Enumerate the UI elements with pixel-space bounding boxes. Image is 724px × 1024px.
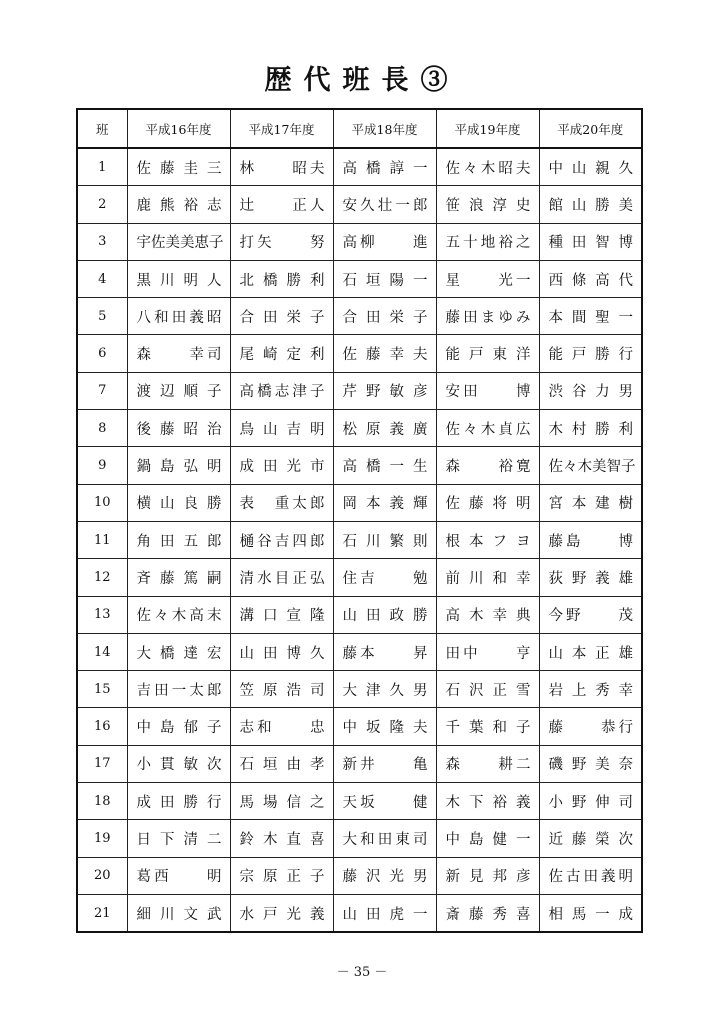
han-number-cell: 5 (77, 298, 127, 335)
leader-h18-cell: 藤沢光男 (333, 857, 436, 894)
leader-h20-cell: 今野 茂 (539, 596, 642, 633)
leader-h16-cell: 日下清二 (127, 820, 230, 857)
leader-h17-cell: 林 昭夫 (230, 148, 333, 186)
header-han: 班 (77, 109, 127, 148)
table-row (77, 260, 642, 297)
leader-h17-cell: 鈴木直喜 (230, 820, 333, 857)
leader-h18-cell: 高橋一生 (333, 447, 436, 484)
table-row (77, 596, 642, 633)
table-row (77, 148, 642, 186)
leader-h17-cell: 高橋志津子 (230, 372, 333, 409)
page-number: － 35 － (336, 965, 388, 980)
leader-h17-cell: 清水目正弘 (230, 559, 333, 596)
han-number-cell: 16 (77, 708, 127, 745)
leader-h19-cell: 佐々木貞広 (436, 410, 539, 447)
leader-h17-cell: 水戸光義 (230, 894, 333, 932)
leader-h20-cell: 本間聖一 (539, 298, 642, 335)
leader-h17-cell: 宗原正子 (230, 857, 333, 894)
leader-h16-cell: 横山良勝 (127, 484, 230, 521)
table-row (77, 186, 642, 223)
leader-h17-cell: 馬場信之 (230, 783, 333, 820)
leader-h16-cell: 後藤昭治 (127, 410, 230, 447)
han-number-cell: 20 (77, 857, 127, 894)
header-year-h17: 平成17年度 (230, 109, 333, 148)
table-row (77, 820, 642, 857)
leader-h18-cell: 山田政勝 (333, 596, 436, 633)
leader-h17-cell: 北橋勝利 (230, 260, 333, 297)
leader-h19-cell: 斎藤秀喜 (436, 894, 539, 932)
leader-h17-cell: 石垣由孝 (230, 745, 333, 782)
leader-h18-cell: 大津久男 (333, 671, 436, 708)
table-row (77, 521, 642, 558)
leader-h17-cell: 樋谷吉四郎 (230, 521, 333, 558)
leader-h19-cell: 安田 博 (436, 372, 539, 409)
table-row (77, 223, 642, 260)
leader-h17-cell: 溝口宣隆 (230, 596, 333, 633)
table-row (77, 559, 642, 596)
table-row (77, 335, 642, 372)
leader-h18-cell: 藤本 昇 (333, 633, 436, 670)
leader-h19-cell: 五十地裕之 (436, 223, 539, 260)
table-row (77, 447, 642, 484)
leader-h17-cell: 志和 忠 (230, 708, 333, 745)
leader-h20-cell: 相馬一成 (539, 894, 642, 932)
leader-h16-cell: 佐藤圭三 (127, 148, 230, 186)
leader-h18-cell: 高柳 進 (333, 223, 436, 260)
table-row (77, 671, 642, 708)
leader-h16-cell: 角田五郎 (127, 521, 230, 558)
leader-h17-cell: 尾崎定利 (230, 335, 333, 372)
leader-h20-cell: 藤島 博 (539, 521, 642, 558)
header-year-h20: 平成20年度 (539, 109, 642, 148)
leader-h20-cell: 能戸勝行 (539, 335, 642, 372)
leader-h19-cell: 千葉和子 (436, 708, 539, 745)
leader-h16-cell: 八和田義昭 (127, 298, 230, 335)
leader-h17-cell: 表 重太郎 (230, 484, 333, 521)
leader-h17-cell: 合田栄子 (230, 298, 333, 335)
han-number-cell: 12 (77, 559, 127, 596)
leader-h19-cell: 笹浪淳史 (436, 186, 539, 223)
leader-h18-cell: 安久壮一郎 (333, 186, 436, 223)
leader-h18-cell: 岡本義輝 (333, 484, 436, 521)
leader-h16-cell: 渡辺順子 (127, 372, 230, 409)
leader-h18-cell: 住吉 勉 (333, 559, 436, 596)
leader-h20-cell: 荻野義雄 (539, 559, 642, 596)
table-row (77, 372, 642, 409)
han-number-cell: 15 (77, 671, 127, 708)
leader-h19-cell: 佐藤将明 (436, 484, 539, 521)
table-row (77, 484, 642, 521)
leader-h19-cell: 能戸東洋 (436, 335, 539, 372)
han-number-cell: 6 (77, 335, 127, 372)
han-leaders-table-container (76, 108, 642, 933)
han-number-cell: 1 (77, 148, 127, 186)
han-number-cell: 18 (77, 783, 127, 820)
leader-h16-cell: 小貫敏次 (127, 745, 230, 782)
han-number-cell: 11 (77, 521, 127, 558)
leader-h16-cell: 宇佐美美恵子 (127, 223, 230, 260)
leader-h17-cell: 辻 正人 (230, 186, 333, 223)
leader-h19-cell: 高木幸典 (436, 596, 539, 633)
header-year-h19: 平成19年度 (436, 109, 539, 148)
table-header (77, 109, 642, 148)
leader-h20-cell: 種田智博 (539, 223, 642, 260)
han-leaders-table (76, 108, 643, 933)
leader-h16-cell: 斉藤篤嗣 (127, 559, 230, 596)
leader-h18-cell: 合田栄子 (333, 298, 436, 335)
leader-h16-cell: 鹿熊裕志 (127, 186, 230, 223)
table-row (77, 298, 642, 335)
leader-h19-cell: 根本フヨ (436, 521, 539, 558)
leader-h20-cell: 佐古田義明 (539, 857, 642, 894)
leader-h19-cell: 森 裕寛 (436, 447, 539, 484)
leader-h20-cell: 岩上秀幸 (539, 671, 642, 708)
leader-h16-cell: 鍋島弘明 (127, 447, 230, 484)
leader-h19-cell: 星 光一 (436, 260, 539, 297)
leader-h17-cell: 山田博久 (230, 633, 333, 670)
leader-h19-cell: 木下裕義 (436, 783, 539, 820)
leader-h18-cell: 芹野敏彦 (333, 372, 436, 409)
leader-h16-cell: 成田勝行 (127, 783, 230, 820)
leader-h20-cell: 近藤榮次 (539, 820, 642, 857)
leader-h18-cell: 大和田東司 (333, 820, 436, 857)
leader-h17-cell: 成田光市 (230, 447, 333, 484)
han-number-cell: 10 (77, 484, 127, 521)
leader-h20-cell: 木村勝利 (539, 410, 642, 447)
leader-h20-cell: 磯野美奈 (539, 745, 642, 782)
leader-h19-cell: 前川和幸 (436, 559, 539, 596)
leader-h17-cell: 鳥山吉明 (230, 410, 333, 447)
leader-h16-cell: 中島郁子 (127, 708, 230, 745)
leader-h18-cell: 石川繁則 (333, 521, 436, 558)
han-number-cell: 3 (77, 223, 127, 260)
leader-h16-cell: 吉田一太郎 (127, 671, 230, 708)
table-row (77, 745, 642, 782)
han-number-cell: 14 (77, 633, 127, 670)
han-number-cell: 19 (77, 820, 127, 857)
leader-h16-cell: 森 幸司 (127, 335, 230, 372)
leader-h18-cell: 山田虎一 (333, 894, 436, 932)
leader-h16-cell: 大橋達宏 (127, 633, 230, 670)
leader-h20-cell: 館山勝美 (539, 186, 642, 223)
page-title: 歴代班長③ (264, 65, 460, 96)
leader-h20-cell: 渋谷力男 (539, 372, 642, 409)
leader-h18-cell: 高橋諄一 (333, 148, 436, 186)
leader-h19-cell: 石沢正雪 (436, 671, 539, 708)
han-number-cell: 21 (77, 894, 127, 932)
leader-h19-cell: 田中 亨 (436, 633, 539, 670)
table-row (77, 894, 642, 932)
table-row (77, 783, 642, 820)
han-number-cell: 13 (77, 596, 127, 633)
han-number-cell: 17 (77, 745, 127, 782)
leader-h17-cell: 笠原浩司 (230, 671, 333, 708)
leader-h18-cell: 新井 亀 (333, 745, 436, 782)
header-year-h18: 平成18年度 (333, 109, 436, 148)
leader-h18-cell: 天坂 健 (333, 783, 436, 820)
leader-h20-cell: 中山親久 (539, 148, 642, 186)
table-row (77, 708, 642, 745)
han-number-cell: 9 (77, 447, 127, 484)
leader-h20-cell: 宮本建樹 (539, 484, 642, 521)
han-number-cell: 4 (77, 260, 127, 297)
han-number-cell: 8 (77, 410, 127, 447)
leader-h20-cell: 藤 恭行 (539, 708, 642, 745)
leader-h16-cell: 細川文武 (127, 894, 230, 932)
leader-h19-cell: 中島健一 (436, 820, 539, 857)
leader-h16-cell: 葛西 明 (127, 857, 230, 894)
leader-h20-cell: 小野伸司 (539, 783, 642, 820)
table-row (77, 857, 642, 894)
han-number-cell: 2 (77, 186, 127, 223)
han-number-cell: 7 (77, 372, 127, 409)
leader-h18-cell: 松原義廣 (333, 410, 436, 447)
leader-h20-cell: 山本正雄 (539, 633, 642, 670)
leader-h16-cell: 佐々木高末 (127, 596, 230, 633)
leader-h20-cell: 佐々木美智子 (539, 447, 642, 484)
table-row (77, 633, 642, 670)
header-year-h16: 平成16年度 (127, 109, 230, 148)
leader-h19-cell: 新見邦彦 (436, 857, 539, 894)
header-row (77, 109, 642, 148)
leader-h19-cell: 佐々木昭夫 (436, 148, 539, 186)
table-row (77, 410, 642, 447)
leader-h18-cell: 佐藤幸夫 (333, 335, 436, 372)
leader-h19-cell: 藤田まゆみ (436, 298, 539, 335)
leader-h16-cell: 黒川明人 (127, 260, 230, 297)
leader-h18-cell: 中坂隆夫 (333, 708, 436, 745)
leader-h17-cell: 打矢 努 (230, 223, 333, 260)
leader-h19-cell: 森 耕二 (436, 745, 539, 782)
table-body (77, 148, 642, 932)
leader-h20-cell: 西條高代 (539, 260, 642, 297)
leader-h18-cell: 石垣陽一 (333, 260, 436, 297)
